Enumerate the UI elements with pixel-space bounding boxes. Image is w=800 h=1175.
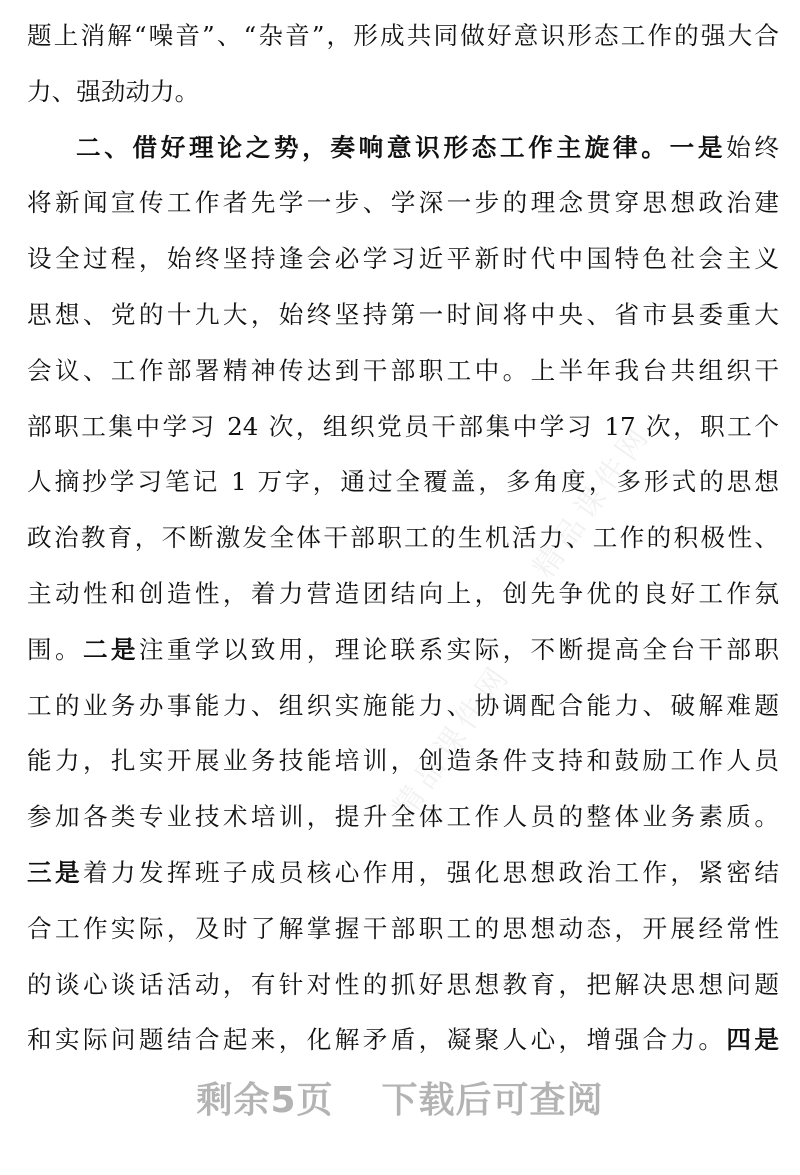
text-line: 思想、党的十九大，始终坚持第一时间将中央、省市县委重大: [27, 299, 779, 329]
text-line: 能力，扎实开展业务技能培训，创造条件支持和鼓励工作人员: [27, 746, 779, 776]
text-line: 的谈心谈话活动，有针对性的抓好思想教育，把解决思想问题: [27, 969, 779, 999]
text-span: 着力发挥班子成员核心作用，强化思想政治工作，紧密结: [82, 857, 779, 887]
text-line: 力、强劲动力。: [27, 76, 200, 106]
text-line: 将新闻宣传工作者先学一步、学深一步的理念贯穿思想政治建: [27, 188, 779, 218]
text-line: 政治教育，不断激发全体干部职工的生机活力、工作的积极性、: [27, 523, 779, 553]
section-heading-line: [27, 120, 779, 176]
point-marker: 一是: [669, 132, 727, 162]
text-line: 设全过程，始终坚持逢会必学习近平新时代中国特色社会主义: [27, 244, 779, 274]
point-marker: 三是: [27, 857, 83, 887]
text-span: 和实际问题结合起来，化解矛盾，凝聚人心，增强合力。: [27, 1025, 727, 1055]
text-line: 部职工集中学习 24 次，组织党员干部集中学习 17 次，职工个: [27, 411, 779, 441]
text-line: 主动性和创造性，着力营造团结向上，创先争优的良好工作氛: [27, 578, 779, 608]
text-line: 人摘抄学习笔记 1 万字，通过全覆盖，多角度，多形式的思想: [27, 467, 779, 497]
point-marker: 四是: [726, 1025, 779, 1055]
text-line: 工的业务办事能力、组织实施能力、协调配合能力、破解难题: [27, 690, 779, 720]
download-prompt[interactable]: [0, 1072, 800, 1123]
text-line: 会议、工作部署精神传达到干部职工中。上半年我台共组织干: [27, 355, 779, 385]
text-line: 题上消解“噪音”、“杂音”，形成共同做好意识形态工作的强大合: [27, 21, 779, 50]
remaining-pages-label: 剩余5页: [196, 1080, 334, 1121]
text-span: 始终: [726, 132, 779, 162]
document-page: [27, 8, 779, 1068]
text-line: [27, 622, 779, 678]
text-span: 围。: [27, 634, 83, 664]
text-line: 合工作实际，及时了解掌握干部职工的思想动态，开展经常性: [27, 913, 779, 943]
watermark-text: 精品课件网: [526, 417, 659, 585]
watermark-text: 精品课件网: [386, 657, 519, 825]
text-line: [27, 1012, 779, 1068]
text-span: 注重学以致用，理论联系实际，不断提高全台干部职: [138, 634, 779, 664]
section-heading: 二、借好理论之势，奏响意识形态工作主旋律。: [76, 132, 670, 162]
download-to-view-label: 下载后可查阅: [381, 1080, 604, 1121]
text-line: 参加各类专业技术培训，提升全体工作人员的整体业务素质。: [27, 802, 779, 832]
text-line: [27, 845, 779, 901]
point-marker: 二是: [82, 634, 139, 664]
